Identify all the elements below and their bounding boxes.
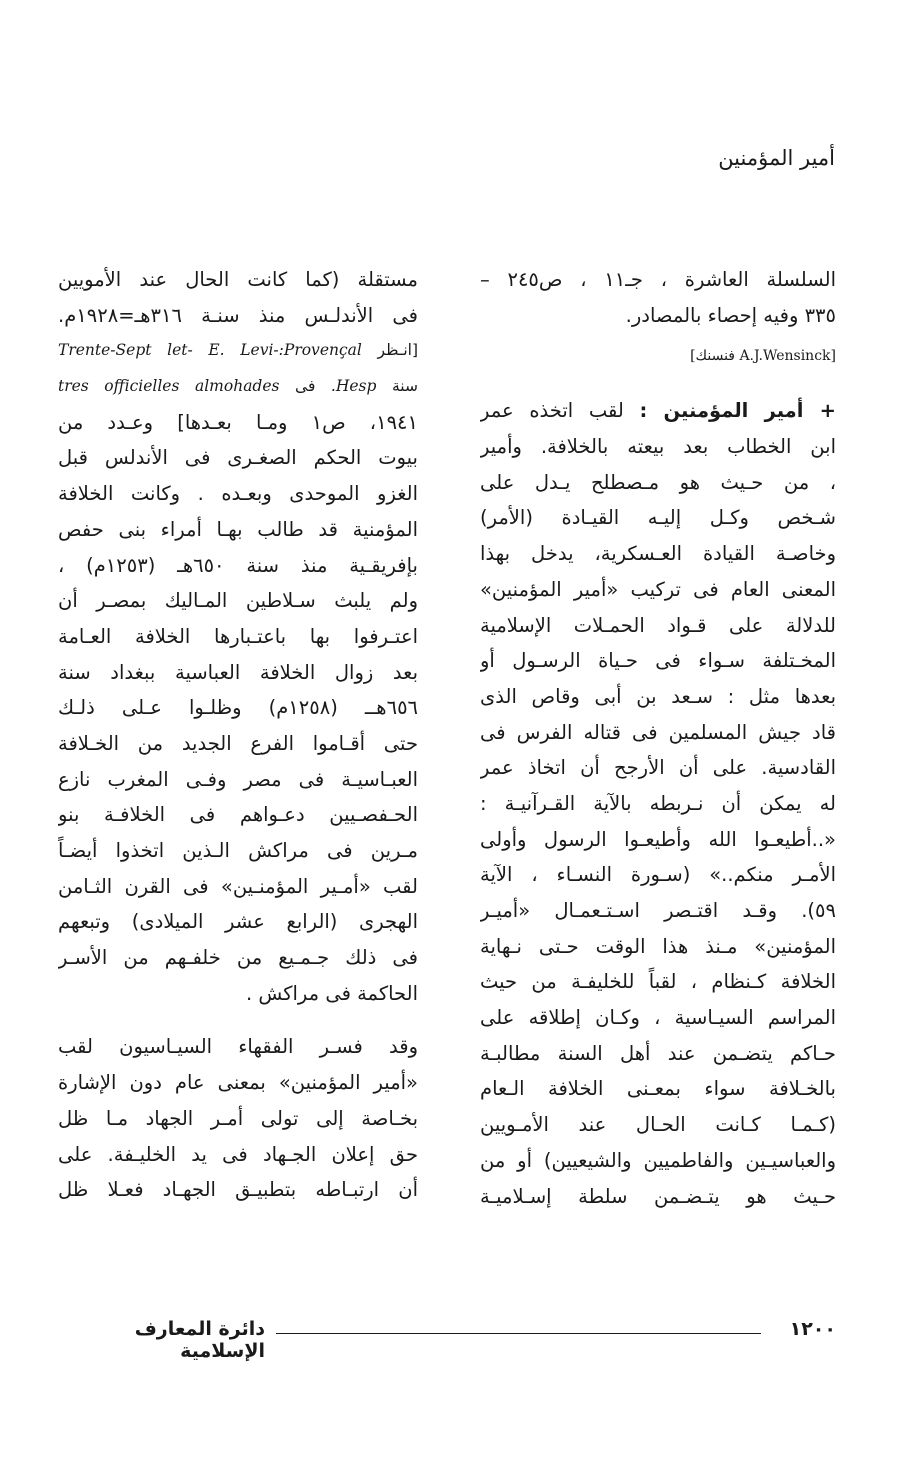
text-line: شـخص وكـل إليـه القيـادة (الأمر) [480, 506, 836, 530]
text-line: بيوت الحكم الصغـرى فى الأندلس قبل [58, 446, 418, 470]
text-line: (كـمـا كـانت الحـال عند الأمـويين [480, 1113, 836, 1137]
text-line: «..أطيعـوا الله وأطيعـوا الرسول وأولى [480, 827, 836, 851]
text-line: الأمـر منكم..» (سـورة النسـاء ، الآية [480, 863, 836, 887]
text-line: المؤمنين» مـنذ هذا الوقت حـتى نـهاية [480, 934, 836, 958]
reference-line: السلسلة العاشرة ، جـ١١ ، ص٢٤٥ – [480, 268, 836, 291]
text-line: المراسم السيـاسية ، وكـان إطلاقه على [480, 1006, 836, 1030]
text-line: «أمير المؤمنين» بمعنى عام دون الإشارة [58, 1071, 418, 1095]
text-line: القادسية. على أن الأرجح أن اتخاذ عمر [480, 756, 836, 780]
entry-first-line [480, 393, 836, 429]
text-line: ١٩٤١، ص١ ومـا بعـدها] وعـدد من [58, 410, 418, 434]
text-line: الحـفصـيين دعـواهم فى الخلافـة بنو [58, 803, 418, 827]
text-line: الخلافة كـنظام ، لقباً للخليفـة من حيث [480, 970, 836, 994]
citation-journal: Hesp. [330, 377, 377, 396]
footer-title: دائرة المعارف الإسلامية [134, 1318, 265, 1362]
text-line: له يمكن أن نـربطه بالآية القـرآنيـة : [480, 791, 836, 815]
text-line: لقب «أمـير المؤمنـين» فى القرن الثـامن [58, 874, 418, 898]
text-line: ٦٥٦هــ (١٢٥٨م) وظلـوا عـلى ذلـك [58, 696, 418, 720]
author-signature: [A.J.Wensinck فنسنك] [690, 348, 836, 365]
entry-first-line-text: لقب اتخذه عمر [480, 399, 640, 423]
entry-headword: + أمير المؤمنين : [639, 399, 836, 423]
text-line: حـيث هو يتـضـمن سلطة إسـلاميـة [480, 1184, 836, 1208]
citation-latin: tres officielles almohades [58, 377, 280, 396]
text-line: وقد فسـر الفقهاء السيـاسيون لقب [58, 1035, 418, 1059]
text-line: بإفريقـية منذ سنة ٦٥٠هـ (١٢٥٣م) ، [58, 553, 418, 577]
text-line: مستقلة (كما كانت الحال عند الأمويين [58, 268, 418, 291]
text-line: الغزو الموحدى وبعـده . وكانت الخلافة [58, 482, 418, 506]
text-line: ابن الخطاب بعد بيعته بالخلافة. وأمير [480, 435, 836, 459]
text-line: ولم يلبث سـلاطين المـاليك بمصـر أن [58, 589, 418, 613]
paragraph-gap [58, 1011, 418, 1029]
text-line: فى ذلك جـمـيع من خلفـهم من الأسـر [58, 946, 418, 970]
text-line: الهجرى (الرابع عشر الميلادى) وتبعهم [58, 910, 418, 934]
text-line: فى الأندلـس منذ سنـة ٣١٦هـ=١٩٢٨م. [58, 303, 418, 327]
text-line: المؤمنية قد طالب بهـا أمراء بنى حفص [58, 517, 418, 541]
text-line: المخـتلفة سـواء فى حـياة الرسـول أو [480, 649, 836, 673]
text-line: أن ارتبـاطه بتطبيـق الجهـاد فعـلا ظل [58, 1178, 418, 1202]
text-line: قاد جيش المسلمين فى قتاله الفرس فى [480, 720, 836, 744]
text-line: مـرين فى مراكش الـذين اتخذوا أيضـاً [58, 839, 418, 862]
text-line: والعباسيـين والفاطميين والشيعيين) أو من [480, 1148, 836, 1172]
citation-line [58, 369, 418, 405]
text-line: اعتـرفوا بها باعتـبارها الخلافة العـامة [58, 624, 418, 648]
right-column [480, 262, 836, 1214]
footer-rule [276, 1333, 761, 1334]
text-line: وخاصـة القيادة العـسكرية، يدخل بهذا [480, 542, 836, 566]
text-line: الحاكمة فى مراكش . [245, 981, 418, 1005]
text-line: بعد زوال الخلافة العباسية ببغداد سنة [58, 660, 418, 684]
citation-year-word: سنة [391, 377, 418, 396]
text-line: بالخـلافة سواء بمعـنى الخلافة الـعام [480, 1077, 836, 1101]
text-line: العبـاسيـة فى مصر وفـى المغرب نازع [58, 767, 418, 791]
citation-latin: Trente-Sept let- E. Levi-:Provençal [58, 341, 362, 360]
left-column [58, 262, 418, 1208]
citation-line [58, 333, 418, 369]
page-number: ١٢٠٠ [789, 1318, 836, 1340]
citation-in: فى [295, 377, 316, 396]
text-line: ٥٩). وقـد اقتـصر اسـتـعمـال «أميـر [480, 899, 836, 922]
citation-see: [انـظر [377, 341, 418, 360]
text-line: بعدها مثل : سـعد بن أبى وقاص الذى [480, 684, 836, 708]
reference-line: ٣٣٥ وفيه إحصاء بالمصادر. [625, 303, 836, 327]
text-line: حق إعلان الجـهاد فى يد الخليـفة. على [58, 1142, 418, 1166]
text-line: ، من حـيث هو مـصطلح يـدل على [480, 470, 836, 494]
text-line: المعنى العام فى تركيب «أمير المؤمنين» [480, 577, 836, 601]
text-line: حتى أقـاموا الفرع الجديد من الخـلافة [58, 731, 418, 755]
running-head: أمير المؤمنين [718, 146, 835, 170]
text-line: للدلالة على قـواد الحمـلات الإسلامية [480, 613, 836, 637]
text-line: حـاكم يتضـمن عند أهل السنة مطالبـة [480, 1041, 836, 1065]
text-line: بخـاصة إلى تولى أمـر الجهاد مـا ظل [58, 1106, 418, 1130]
